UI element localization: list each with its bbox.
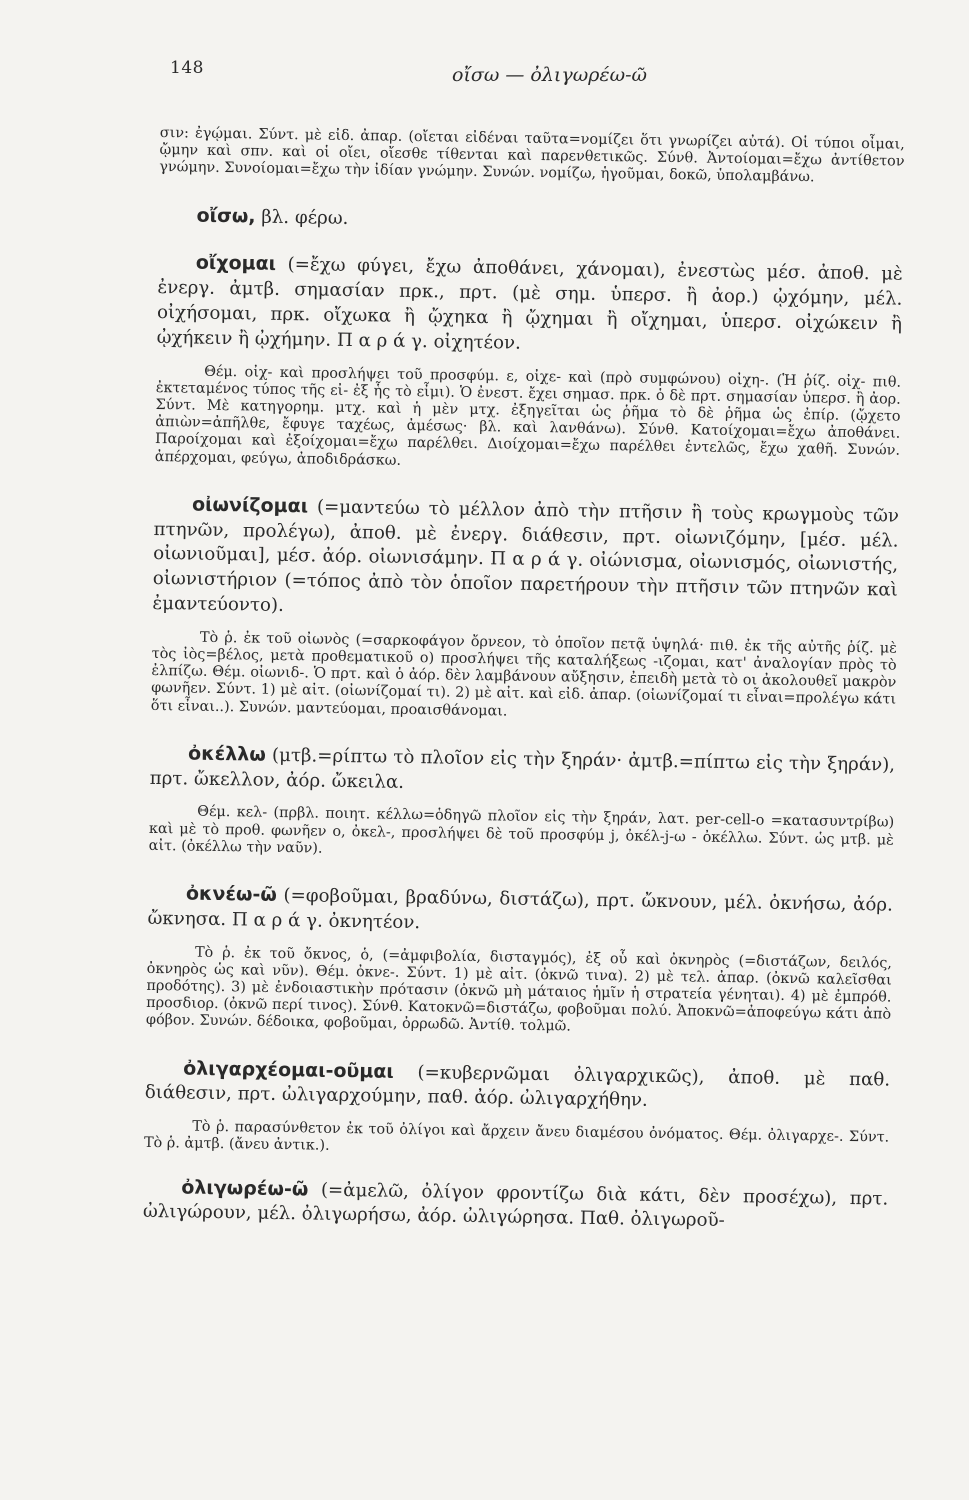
note-text: σιν: ἐγῴμαι. Σύντ. μὲ εἰδ. ἀπαρ. (οἴεται εἰδέναι ταῦτα=νομίζει ὅτι γνωρίζει αὐτά). Οἱ τύποι οἶμαι, ᾤμην καὶ σπν. καὶ οἱ οἴει, οἴεσθε τίθενται καὶ παρενθετικῶς. Σύνθ. Ἀντοίομαι=ἔχω ἀντίθετον γνώμην. Συνοίομαι=ἔχω τὴν ἰδίαν γνώμην. Συνών. νομίζω, ἡγοῦμαι, δοκῶ, ὑπολαμβάνω. <box>159 125 905 186</box>
lemma: οἰωνίζομαι <box>191 493 309 518</box>
note-text: Θέμ. οἰχ- καὶ προσλήψει τοῦ προσφύμ. ε, οἰχε- καὶ (πρὸ συμφώνου) οἰχη-. (Ἡ ῥίζ. οἰχ- πιθ. ἐκτεταμένος τύπος τῆς εἰ- ἐξ ἧς τὸ εἶμι). Ὁ ἐνεστ. ἔχει σημασ. πρκ. ὁ δὲ πρτ. σημασίαν ὑπερσ. ἢ ἀορ. Σύντ. Μὲ κατηγορημ. μτχ. καὶ ἡ μὲν μτχ. ἐξηγεῖται ὡς ῥῆμα τὸ δὲ ῥῆμα ὡς ἐπίρ. (ᾤχετο ἀπιὼν=ἀπῆλθε, ἔφυγε ταχέως, ἀμέσως· βλ. καὶ λανθάνω). Σύνθ. Κατοίχομαι=ἔχω ἀποθάνει. Παροίχομαι καὶ ἐξοίχομαι=ἔχω παρέλθει. Διοίχομαι=ἔχω παρέλθει ἐντελῶς, ἔχω χαθῆ. Συνών. ἀπέρχομαι, φεύγω, ἀποδιδράσκω. <box>154 363 902 469</box>
entry-note <box>151 629 897 727</box>
definition-text: (=ἀμελῶ, ὀλίγον φροντίζω διὰ κάτι, δὲν προσέχω), πρτ. ὠλιγώρουν, μέλ. ὀλιγωρήσω, ἀόρ. ὠλιγώρησα. Παθ. ὀλιγωροῦ- <box>142 1179 889 1232</box>
definition-text: (μτβ.=ρίπτω τὸ πλοῖον εἰς τὴν ξηράν· ἀμτβ.=πίπτω εἰς τὴν ξηράν), πρτ. ὤκελλον, ἀόρ. ὤκειλα. <box>149 744 896 793</box>
page-number: 148 <box>170 58 204 78</box>
page-header <box>0 52 969 92</box>
running-title: οἴσω — ὀλιγωρέω-ῶ <box>452 64 647 86</box>
note-text: Τὸ ῥ. ἐκ τοῦ ὄκνος, ὁ, (=ἀμφιβολία, δισταγμός), ἐξ οὗ καὶ ὀκνηρὸς (=διστάζων, δειλός, ὀκνηρὸς ὡς καὶ νῦν). Θέμ. ὀκνε-. Σύντ. 1) μὲ αἰτ. (ὀκνῶ τινα). 2) μὲ τελ. ἀπαρ. (ὀκνῶ καλεῖσθαι προδότης). 3) μὲ ἐνδοιαστικὴν πρότασιν (ὀκνῶ μὴ μάταιος ἡμῖν ἡ στρατεία γένηται). 4) μὲ ἐμπρόθ. προσδιορ. (ὀκνῶ περί τινος). Σύνθ. Κατοκνῶ=διστάζω, φοβοῦμαι πολύ. Ἀποκνῶ=ἀποφεύγω κάτι ἀπὸ φόβον. Συνών. δέδοικα, φοβοῦμαι, ὀρρωδῶ. Ἀντίθ. τολμῶ. <box>145 944 893 1035</box>
definition-text: (=κυβερνῶμαι ὀλιγαρχικῶς), ἀποθ. μὲ παθ. διάθεσιν, πρτ. ὠλιγαρχούμην, παθ. ἀόρ. ὠλιγαρχήθην. <box>144 1061 891 1112</box>
note-text: Θέμ. κελ- (πρβλ. ποιητ. κέλλω=ὁδηγῶ πλοῖον εἰς τὴν ξηράν, λατ. per-cell-o =κατασυντρίβω) καὶ μὲ τὸ προθ. φωνῆεν ο, ὀκελ-, προσλήψει δὲ τοῦ προσφύμ j, ὀκέλ-j-ω - ὀκέλλω. Σύντ. ὡς μτβ. μὲ αἰτ. (ὀκέλλω τὴν ναῦν). <box>148 804 895 857</box>
entry-note <box>155 363 902 478</box>
lemma: ὀλιγωρέω-ῶ <box>181 1176 309 1201</box>
definition-text: (=ἔχω φύγει, ἔχω ἀποθάνει, χάνομαι), ἐνεστὼς μέσ. ἀποθ. μὲ ἐνεργ. ἀμτβ. σημασίαν πρκ., πρτ. (μὲ σημ. ὑπερσ. ἢ ἀορ.) ᾠχόμην, μέλ. οἰχήσομαι, πρκ. οἴχωκα ἢ ᾤχηκα ἢ ᾤχημαι ἢ οἴχημαι, ὑπερσ. οἰχώκειν ἢ ᾠχήκειν ἢ ᾠχήμην. Π α ρ ά γ. οἰχητέον. <box>156 254 903 354</box>
lemma: ὀκέλλω <box>187 742 267 766</box>
definition-text: (=μαντεύω τὸ μέλλον ἀπὸ τὴν πτῆσιν ἢ τοὺς κρωγμοὺς τῶν πτηνῶν, προλέγω), ἀποθ. μὲ ἐνεργ. διάθεσιν, πρτ. οἰωνιζόμην, [μέσ. μέλ. οἰωνιοῦμαι], μέσ. ἀόρ. οἰωνισάμην. Π α ρ ά γ. οἰώνισμα, οἰωνισμός, οἰωνιστής, οἰωνιστήριον (=τόπος ἀπὸ τὸν ὁποῖον παρετήρουν τὴν πτῆσιν τῶν πτηνῶν καὶ ἐμαντεύοντο). <box>152 496 900 617</box>
entries-body <box>143 125 905 1237</box>
note-text: Τὸ ῥ. παρασύνθετον ἐκ τοῦ ὀλίγοι καὶ ἄρχειν ἄνευ διαμέσου ὀνόματος. Θέμ. ὀλιγαρχε-. Σύντ. Τὸ ῥ. ἀμτβ. (ἄνευ ἀντικ.). <box>143 1118 890 1155</box>
definition-text: (=φοβοῦμαι, βραδύνω, διστάζω), πρτ. ὤκνουν, μέλ. ὀκνήσω, ἀόρ. ὤκνησα. Π α ρ ά γ. ὀκνητέον. <box>147 884 894 933</box>
lemma: ὀκνέω-ῶ <box>185 882 278 906</box>
entry-oionizomai <box>152 492 899 629</box>
entry-oichomai <box>156 250 902 362</box>
entry-oligoreo <box>143 1174 889 1236</box>
lemma: οἴσω, <box>196 204 256 228</box>
note-text: Τὸ ῥ. ἐκ τοῦ οἰωνὸς (=σαρκοφάγον ὄρνεον, τὸ ὁποῖον πετᾷ ὑψηλά· πιθ. ἐκ τῆς αὐτῆς ῥίζ. μὲ τὸς ἰὸς=βέλος, μετὰ προθεματικοῦ ο) προσλήψει τῆς καταλήξεως -ιζομαι, κατ' ἀναλογίαν πρὸς τὸ ἐλπίζω. Θέμ. οἰωνιδ-. Ὁ πρτ. καὶ ὁ ἀόρ. δὲν λαμβάνουν αὔξησιν, ἐπειδὴ μετὰ τὸ οι ἀκολουθεῖ μακρὸν φωνῆεν. Σύντ. 1) μὲ αἰτ. (οἰωνίζομαί τι). 2) μὲ αἰτ. καὶ εἰδ. ἀπαρ. (οἰωνίζομαί τι εἶναι=προλέγω κάτι ὅτι εἶναι..). Συνών. μαντεύομαι, προαισθάνομαι. <box>150 629 897 720</box>
lemma: οἴχομαι <box>195 251 277 276</box>
lemma: ὀλιγαρχέομαι-οῦμαι <box>183 1057 394 1083</box>
entry-note <box>146 944 892 1042</box>
definition-text: βλ. φέρω. <box>255 206 349 229</box>
